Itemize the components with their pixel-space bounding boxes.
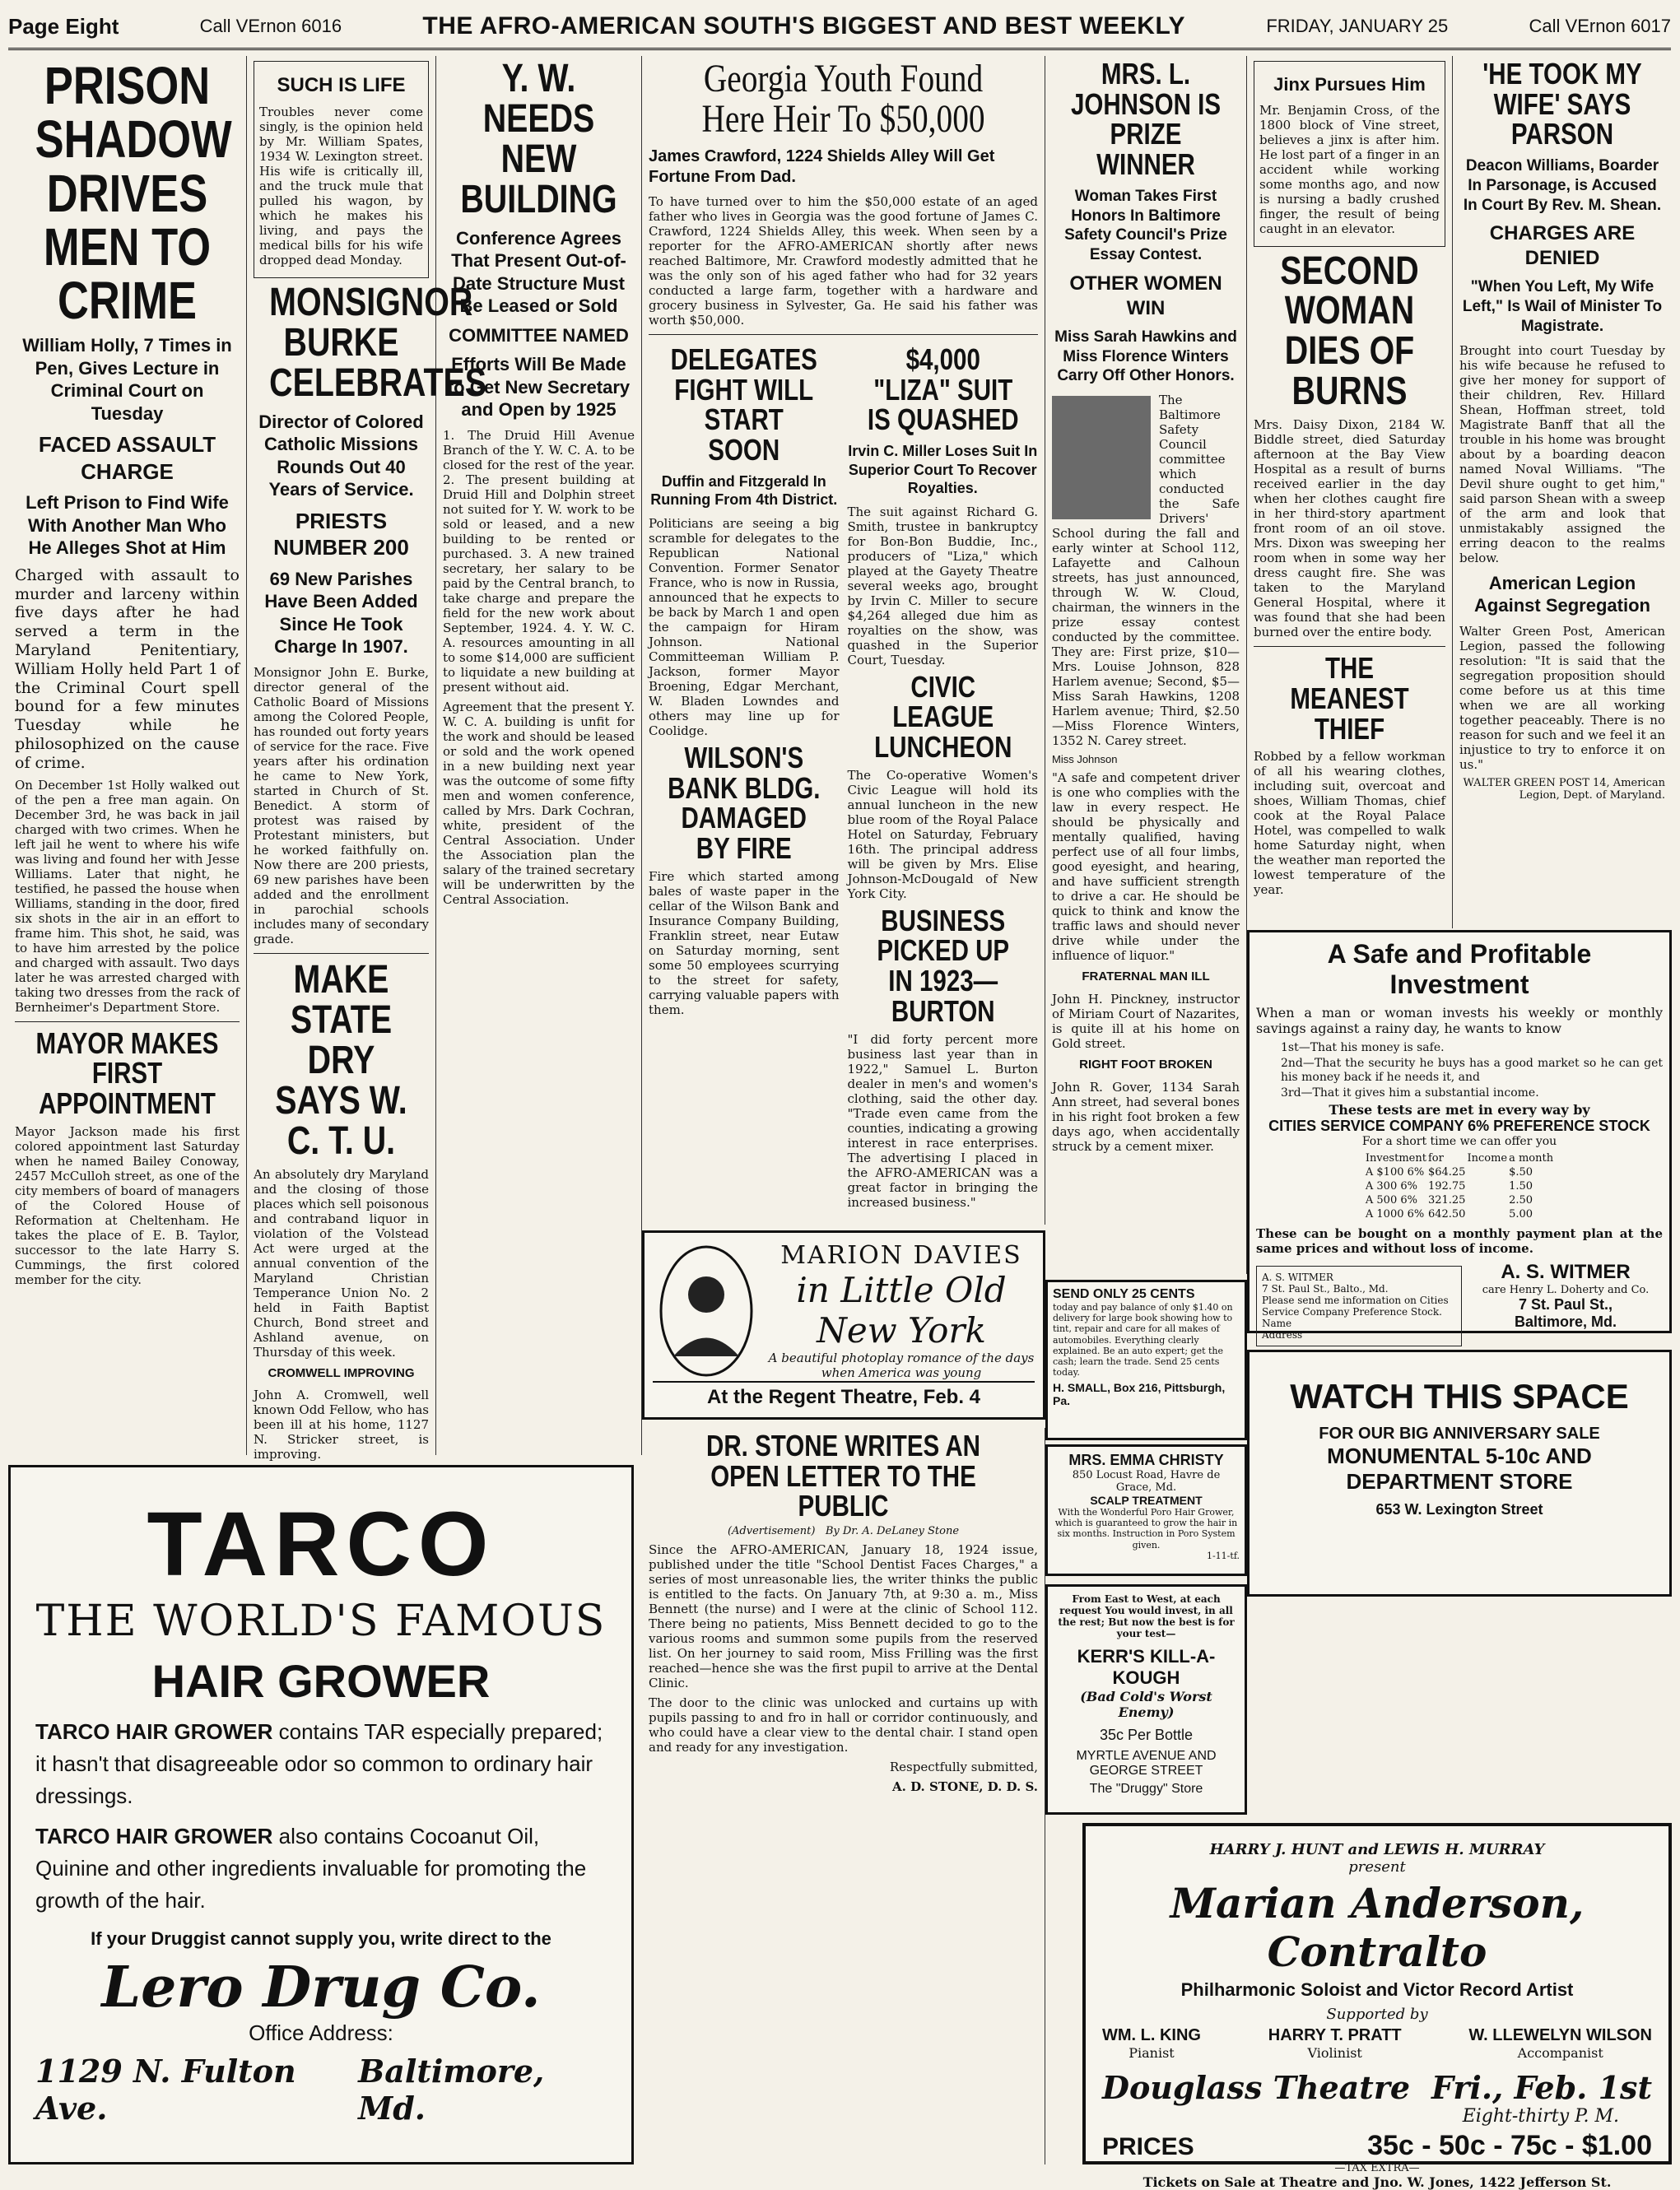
ad-marion-davies: [642, 1230, 1045, 1420]
fraternal-text: John H. Pinckney, instructor of Miriam Court of Nazarites, is quite ill at his home on Gold street.: [1052, 991, 1240, 1051]
tarco-p2-lead: TARCO HAIR GROWER: [35, 1824, 273, 1848]
stone-adv: (Advertisement): [727, 1525, 816, 1538]
article-dr-stone: [642, 1428, 1045, 2164]
yw-text: 1. The Druid Hill Avenue Branch of the Y. W. C. A. to be closed for the rest of the year. 2. The present building at Druid Hill and Dolphin street not suited for Y. W. work to be sold or leased, and a new building to be rented or purchased. 3. A new trained secretary, her salary to be paid by the Central branch, to take charge and prepare the field for the new work about September, 1924. 4. Y. W. C. A. resources amounting in all to some $14,000 are sufficient to liquidate a new building at present without aid.: [443, 427, 635, 695]
deck-director: Director of Colored Catholic Missions Rounds Out 40 Years of Service.: [258, 411, 424, 500]
kerr-top: From East to West, at each request You would invest, in all the rest; But now the best is for your test—: [1058, 1593, 1235, 1639]
ad-small-auto: [1045, 1280, 1247, 1440]
anderson-date: Fri., Feb. 1st: [1431, 2069, 1652, 2106]
deck-woman: Woman Takes First Honors In Baltimore Safety Council's Prize Essay Contest.: [1064, 187, 1227, 264]
watch-line2: MONUMENTAL 5-10c AND: [1327, 1444, 1592, 1468]
cell: A 1000 6%: [1365, 1207, 1425, 1221]
portrait-icon: [653, 1241, 760, 1381]
deck-efforts: Efforts Will Be Made to Get New Secretary and Open by 1925: [447, 354, 631, 421]
divider: [1254, 646, 1445, 647]
marion-top: [653, 1241, 1035, 1381]
stone-byline: [649, 1525, 1038, 1537]
headline-liza: $4,000 "LIZA" SUIT IS QUASHED: [867, 342, 1019, 437]
meanest-thief-text: Robbed by a fellow workman of all his wearing clothes, including suit, overcoat and shoes, William Thomas, chief cook at the Royal Palace Hotel, was compelled to walk home Saturday night, when the weather man reported the lowest temperature of the year.: [1254, 749, 1445, 898]
headline-monsignor: MONSIGNOR BURKE CELEBRATES: [269, 281, 487, 405]
anderson-prices-label: PRICES: [1102, 2133, 1194, 2160]
s3-role: Accompanist: [1517, 2045, 1603, 2061]
s3-name: W. LLEWELYN WILSON: [1468, 2026, 1652, 2044]
photo-caption: Miss Johnson: [1052, 753, 1118, 766]
s2-name: HARRY T. PRATT: [1268, 2026, 1402, 2044]
sub-foot: RIGHT FOOT BROKEN: [1079, 1057, 1212, 1072]
jinx-title: Jinx Pursues Him: [1273, 74, 1426, 95]
such-is-life-title: SUCH IS LIFE: [277, 74, 406, 96]
anderson-artist: Marian Anderson, Contralto: [1170, 1879, 1585, 1976]
cell: 321.25: [1427, 1193, 1466, 1207]
ad-kerr: [1045, 1584, 1247, 1815]
marion-desc: A beautiful photoplay romance of the days when America was young: [768, 1351, 1035, 1380]
watch-line1: FOR OUR BIG ANNIVERSARY SALE: [1319, 1425, 1600, 1443]
small-head: SEND ONLY 25 CENTS: [1053, 1287, 1195, 1301]
small-logo: H. SMALL, Box 216, Pittsburgh, Pa.: [1053, 1381, 1226, 1408]
divider: [649, 334, 1038, 335]
johnson-photo: [1052, 396, 1151, 519]
invest-point-2: 2nd—That the security he buys has a good market so he can get his money back if he needs it, and: [1281, 1057, 1663, 1084]
cell: A $100 6%: [1365, 1165, 1425, 1179]
anderson-tickets: Tickets on Sale at Theatre and Jno. W. Jones, 1422 Jefferson St.: [1142, 2174, 1612, 2190]
tarco-city: Baltimore, Md.: [358, 2053, 545, 2127]
tarco-p1-text: contains TAR especially prepared; it hasn't that disagreeable odor so common to ordinary hair dressings.: [35, 1719, 603, 1808]
article-text: On December 1st Holly walked out of the pen a free man again. On December 3rd, he was back in jail charged with two crimes. When he left jail he went to where his wife was living and found her with Jesse Williams. Later that night, he testified, he passed the house when Williams, standing in the door, fired six shots in the air in an effort to frame him. This shot, he said, was to have him arrested by the police and charged with assault. Two days later he was arrested charged with taking two dresses from the rack of Bernheimer's Department Store.: [15, 777, 240, 1015]
deck-assault: FACED ASSAULT CHARGE: [38, 432, 216, 484]
brand-addr: 7 St. Paul St.,: [1518, 1295, 1613, 1313]
delegates-text: Politicians are seeing a big scramble for delegates to the Republican National Convention. Former Senator France, who is now in Russia, announced that he expects to be back by March 1 and open the campaign for Hiram Johnson. National Committeeman William P. Jackson, former Mayor Broening, Edgar Merchant, W. Bladen Lowndes and others may line up for Coolidge.: [649, 515, 840, 738]
row-delegates-liza: [649, 342, 1038, 1215]
kerr-tag: (Bad Cold's Worst Enemy): [1080, 1689, 1212, 1720]
invest-table-head: [1365, 1151, 1554, 1165]
wilson-text: Fire which started among bales of waste paper in the cellar of the Wilson Bank and Insurance Company Building, Franklin street, near Eutaw on Saturday morning, sent some 50 employees scurrying to the street for safety, carrying valuable papers with them.: [649, 868, 840, 1017]
stone-signer: A. D. STONE, D. D. S.: [891, 1779, 1038, 1795]
headline-parson: 'HE TOOK MY WIFE' SAYS PARSON: [1482, 57, 1642, 151]
anderson-credit: Philharmonic Soloist and Victor Record Artist: [1180, 1979, 1574, 2000]
divider: [254, 953, 429, 954]
ad-tarco: [8, 1465, 634, 2164]
anderson-present: present: [1348, 1858, 1406, 1876]
deck-crawford: James Crawford, 1224 Shields Alley Will Get Fortune From Dad.: [649, 146, 995, 186]
table-row: [1365, 1193, 1554, 1207]
column-jinx: [1247, 56, 1453, 928]
ad-investment: [1247, 930, 1672, 1341]
invest-mid: These tests are met in every way by: [1329, 1101, 1590, 1118]
liza-text: The suit against Richard G. Smith, trustee in bankruptcy for Bon-Bon Buddie, Inc., producers of "Liza," which played at the Gayety Theatre several weeks ago, brought by Irvin C. Miller to secure $4,264 alleged due him as royalties on the show, was quashed in the Superior Court, Tuesday.: [847, 504, 1038, 667]
jinx-box: [1254, 61, 1445, 247]
second-woman-text: Mrs. Daisy Dixon, 2184 W. Biddle street, died Saturday afternoon at the Bay View Hospital as a result of burns received earlier in the day when her clothes caught fire in her third-story apartment front room of an oil stove. Mrs. Dixon was sweeping her room when in some way her dress caught fire. She was taken to the Maryland General Hospital, where it was found that she had been burned over the entire body.: [1254, 417, 1445, 640]
georgia-text: To have turned over to him the $50,000 estate of an aged father who lives in Georgia was the good fortune of James C. Crawford, 1224 Shields Alley, this week. When seen by a reporter for the AFRO-AMERICAN shortly after news reached Baltimore, Mr. Crawford modestly admitted that he was the only son of his aged father who had for 32 years conducted a large farm, together with a hardware and grocery business in Sylvester, Ga. He said his father was worth $50,000.: [649, 193, 1038, 328]
deck-duffin: Duffin and Fitzgerald In Running From 4th District.: [650, 472, 838, 509]
headline-meanest-thief: THE MEANEST THIEF: [1290, 651, 1409, 746]
sub-cromwell: CROMWELL IMPROVING: [268, 1365, 415, 1380]
deck-when-you-left: "When You Left, My Wife Left," Is Wail of Minister To Magistrate.: [1462, 278, 1663, 335]
cell: 192.75: [1427, 1179, 1466, 1193]
tarco-street: 1129 N. Fulton Ave.: [35, 2053, 296, 2127]
tarco-office: Office Address:: [249, 2020, 393, 2045]
marion-film-title: Little Old New York: [817, 1270, 1007, 1351]
legion-text: Walter Green Post, American Legion, passed the following resolution: "It is said that the segregation proposition should come before us at this time when we are all working together peaceably. There is no reason for such and we feel it an injustice to try to enforce it on us.": [1459, 623, 1665, 772]
anderson-prices: 35c - 50c - 75c - $1.00: [1367, 2130, 1652, 2161]
headline-prison-shadow: PRISON SHADOW DRIVES MEN TO CRIME: [35, 56, 232, 331]
invest-coupon[interactable]: [1256, 1266, 1462, 1346]
christy-text: With the Wonderful Poro Hair Grower, which is guaranteed to grow the hair in six months. Instruction in Poro System given.: [1054, 1507, 1238, 1551]
stone-text: Since the AFRO-AMERICAN, January 18, 1924 issue, published under the title "School Dentist Faces Charges," a series of most unreasonable lies, the writer thinks the public is entitled to the facts. On January 7th, at 9:30 a. m., Miss Bennett (the nurse) and I were at the clinic of School 112. There being no patients, Miss Bennett decided to go to the various rooms and summon some pupils from the reserved list. On her journey to said room, Miss Frilling was the first reached—hence she was the first pupil to arrive at the Dental Clinic.: [649, 1542, 1038, 1691]
watch-addr: 653 W. Lexington Street: [1375, 1501, 1543, 1518]
kerr-store: The "Druggy" Store: [1089, 1782, 1203, 1796]
headline-johnson: MRS. L. JOHNSON IS PRIZE WINNER: [1070, 57, 1222, 182]
tarco-druggist: If your Druggist cannot supply you, write direct to the: [91, 1928, 551, 1949]
coupon-field-address[interactable]: Address: [1262, 1328, 1303, 1341]
column-monsignor: [247, 56, 487, 1462]
th-income: Income: [1467, 1151, 1508, 1165]
cromwell-text: John A. Cromwell, well known Odd Fellow, who has been ill at his home, 1127 N. Stricker street, is improving.: [254, 1388, 429, 1462]
coupon-name: A. S. WITMER: [1262, 1271, 1333, 1283]
photo-block: [1052, 393, 1240, 765]
invest-note: These can be bought on a monthly payment plan at the same prices and without loss of income.: [1256, 1225, 1663, 1256]
anderson-support-row: [1102, 2026, 1652, 2061]
state-dry-text: An absolutely dry Maryland and the closing of those places which sell poisonous and contraband liquor in violation of the Volstead Act were urged at the annual convention of the Maryland Christian Temperance Union No. 2 held in Faith Baptist Church, Bond street and Ashland avenue, on Thursday of this week.: [254, 1166, 429, 1360]
coupon-addr: 7 St. Paul St., Balto., Md.: [1262, 1282, 1389, 1295]
marion-star: MARION DAVIES: [780, 1241, 1022, 1270]
call-left: Call VErnon 6016: [199, 16, 342, 36]
invest-company: CITIES SERVICE COMPANY 6% PREFERENCE STOCK: [1268, 1117, 1650, 1134]
tarco-address: [35, 2053, 607, 2127]
page-number: Page Eight: [8, 13, 119, 39]
stone-sign: Respectfully submitted,: [889, 1760, 1038, 1775]
invest-point-1: 1st—That his money is safe.: [1281, 1041, 1445, 1055]
such-is-life-box: [254, 61, 429, 278]
support-1: [1102, 2026, 1201, 2061]
deck-committee: COMMITTEE NAMED: [449, 324, 629, 346]
masthead-date: FRIDAY, JANUARY 25: [1266, 16, 1449, 36]
column-johnson: [1045, 56, 1247, 1274]
marion-text: [768, 1241, 1035, 1381]
headline-mayor: MAYOR MAKES FIRST APPOINTMENT: [35, 1025, 219, 1121]
marion-venue: At the Regent Theatre, Feb. 4: [653, 1381, 1035, 1409]
ad-watch-space: [1247, 1350, 1672, 1597]
masthead-title: THE AFRO-AMERICAN SOUTH'S BIGGEST AND BEST WEEKLY: [422, 12, 1186, 40]
table-row: [1365, 1207, 1554, 1221]
civic-text: The Co-operative Women's Civic League will hold its annual luncheon in the new blue room of the Royal Palace Hotel on Saturday, February 16th. The principal address will be given by Mrs. Elise Johnson-McDougald of New York City.: [847, 767, 1038, 901]
th-for: for: [1427, 1151, 1444, 1165]
christy-addr: 850 Locust Road, Havre de Grace, Md.: [1072, 1469, 1221, 1494]
jinx-text: Mr. Benjamin Cross, of the 1800 block of Vine street, believes a jinx is after him. He lost part of a finger in an accident while working some months ago, and now is nursing a badly crushed finger, the result of being caught in an elevator.: [1259, 102, 1440, 236]
deck-left-prison: Left Prison to Find Wife With Another Man Who He Alleges Shot at Him: [26, 492, 229, 559]
christy-service: SCALP TREATMENT: [1090, 1494, 1203, 1507]
deck-other-women: OTHER WOMEN WIN: [1069, 272, 1222, 319]
headline-legion: American Legion Against Segregation: [1474, 572, 1650, 616]
invest-offer: For a short time we can offer you: [1361, 1134, 1557, 1148]
johnson-text-2: "A safe and competent driver is one who complies with the law in every respect. He should be physically and mentally qualified, having perfect use of all four limbs, good eyesight, and hearing, and have sufficient strength to drive a car. He should be quick to think and know the traffic laws and should never drive while under the influence of liquor.": [1052, 770, 1240, 964]
anderson-venue-row: [1102, 2069, 1652, 2106]
deck-charges: CHARGES ARE DENIED: [1489, 222, 1636, 270]
column-prison-shadow: [8, 56, 247, 1455]
support-2: [1268, 2026, 1402, 2061]
christy-date: 1-11-tf.: [1206, 1550, 1240, 1561]
tarco-p2-text: also contains Cocoanut Oil, Quinine and other ingredients invaluable for promoting the growth of the hair.: [35, 1824, 587, 1913]
block-delegates: [649, 342, 840, 1215]
brand-care: care Henry L. Doherty and Co.: [1482, 1283, 1650, 1296]
cell: $64.25: [1427, 1165, 1466, 1179]
anderson-supported: Supported by: [1326, 2006, 1428, 2023]
coupon-text: Please send me information on Cities Service Company Preference Stock.: [1262, 1294, 1449, 1318]
kerr-brand: KERR'S KILL-A-KOUGH: [1077, 1646, 1216, 1688]
cell: A 500 6%: [1365, 1193, 1417, 1207]
headline-state-dry: MAKE STATE DRY SAYS W. C. T. U.: [275, 957, 407, 1163]
cell: 1.50: [1509, 1179, 1533, 1193]
s1-role: Pianist: [1129, 2045, 1175, 2061]
such-is-life-text: Troubles never come singly, is the opinion held by Mr. William Spates, 1934 W. Lexington street. His wife is critically ill, and the truck mule that pulled his wagon, by which he makes his living, and pays the medical bills for his wife dropped dead Monday.: [259, 105, 423, 267]
headline-business: BUSINESS PICKED UP IN 1923—BURTON: [876, 903, 1009, 1028]
th-month: a month: [1509, 1151, 1554, 1165]
cell: $.50: [1509, 1165, 1533, 1179]
support-3: [1468, 2026, 1652, 2061]
block-liza: [848, 342, 1039, 1215]
mayor-text: Mayor Jackson made his first colored appointment last Saturday when he named Bailey Conoway, 2457 McCulloh street, as one of the city members of board of managers of the Colored House of Reformation at Cheltenham. He takes the place of E. B. Taylor, successor to the late Harry S. Cummings, the first colored member for the city.: [15, 1123, 240, 1287]
invest-bottom: [1256, 1261, 1663, 1351]
anderson-venue: Douglass Theatre: [1102, 2069, 1411, 2106]
deck-hawkins: Miss Sarah Hawkins and Miss Florence Winters Carry Off Other Honors.: [1054, 328, 1237, 385]
headline-georgia: Georgia Youth Found Here Heir To $50,000: [701, 57, 985, 141]
christy-name: MRS. EMMA CHRISTY: [1068, 1452, 1224, 1468]
coupon-field-name[interactable]: Name: [1262, 1317, 1292, 1329]
monsignor-text: Monsignor John E. Burke, director general of the Catholic Board of Missions among the Colored People, has rounded out forty years of service for the race. Five years after his ordination he came to New York, started in Church of St. Benedict. A storm of protest was raised by Protestant ministers, but he worked faithfully on. Now there are 200 priests, 69 new parishes have been added and the enrollment in parochial schools includes many of secondary grade.: [254, 664, 429, 946]
kerr-loc1: MYRTLE AVENUE AND: [1076, 1749, 1217, 1763]
invest-point-3: 3rd—That it gives him a substantial income.: [1281, 1086, 1539, 1100]
brand-name: A. S. WITMER: [1501, 1260, 1631, 1283]
anderson-prices-row: [1102, 2130, 1652, 2162]
stone-author: By Dr. A. DeLaney Stone: [825, 1525, 960, 1538]
stone-text-2: The door to the clinic was unlocked and curtains up with pupils passing to and fro in hall or corridor continuously, and who could have a clear view to the dental chair. I stand open and ready for any investigation.: [649, 1695, 1038, 1755]
invest-title: A Safe and Profitable Investment: [1327, 939, 1592, 999]
legion-signature: WALTER GREEN POST 14, American Legion, Dept. of Maryland.: [1463, 776, 1665, 802]
headline-wilson: WILSON'S BANK BLDG. DAMAGED BY FIRE: [668, 740, 821, 865]
watch-title: WATCH THIS SPACE: [1290, 1377, 1629, 1416]
headline-yw: Y. W. NEEDS NEW BUILDING: [460, 57, 617, 221]
deck-priests: PRIESTS NUMBER 200: [273, 508, 409, 560]
cell: 2.50: [1509, 1193, 1533, 1207]
parson-text: Brought into court Tuesday by his wife because he refused to give her money for support of their children, Rev. Hillard Shean, Hoffman street, told Magistrate Banff that all the trouble in his home was brought about by a boarding deacon named Noval Williams. "The Devil shure ought to get him," said parson Shean with a sweep of the arm and look that unmistakably assigned the erring deacon to the realms below.: [1459, 342, 1665, 565]
deck-miller: Irvin C. Miller Loses Suit In Superior Court To Recover Royalties.: [848, 443, 1038, 497]
marion-in: in: [796, 1270, 830, 1310]
foot-text: John R. Gover, 1134 Sarah Ann street, had several bones in his right foot broken a few days ago, when accidentally struck by a cement mixer.: [1052, 1079, 1240, 1154]
masthead: [8, 5, 1671, 50]
tarco-company: Lero Drug Co.: [101, 1955, 541, 2020]
lead-paragraph: Charged with assault to murder and larceny within five days after he had served a term in the Maryland Penitentiary, William Holly held Part 1 of the Criminal Court spell bound for a few minutes Tuesday while he philosophized on the cause of crime.: [15, 565, 240, 772]
deck-deacon: Deacon Williams, Boarder In Parsonage, is Accused In Court By Rev. M. Shean.: [1463, 157, 1662, 214]
johnson-text: The Baltimore Safety Council committee which conducted the Safe Drivers' School during the fall and early winter at School 112, Lafayette and Calhoun streets, has just announced, through W. W. Cloud, chairman, the winners in the prize essay contest conducted by the committee. They are: First prize, $10—Mrs. Louise Johnson, 828 Harlem avenue; Second, $5—Miss Sarah Hawkins, 1208 Harlem avenue; Third, $2.50—Miss Florence Winters, 1352 N. Carey street.: [1052, 393, 1240, 749]
tarco-product: HAIR GROWER: [151, 1655, 491, 1707]
kerr-loc2: GEORGE STREET: [1089, 1764, 1203, 1778]
divider: [15, 1021, 240, 1022]
invest-table: [1365, 1151, 1554, 1221]
deck-conference: Conference Agrees That Present Out-of-Date Structure Must Be Leased or Sold: [451, 227, 626, 317]
kerr-price: 35c Per Bottle: [1099, 1727, 1194, 1743]
yw-text-2: Agreement that the present Y. W. C. A. building is unfit for the work and should be leased or sold and the work opened in a new building next year was the outcome of some fifty men and women conference, called by Mrs. Dark Cochran, white, president of the Central Association. Under the Association plan the salary of the trained secretary will be underwritten by the Central Association.: [443, 699, 635, 907]
headline-stone: DR. STONE WRITES AN OPEN LETTER TO THE PUBLIC: [706, 1429, 980, 1523]
deck-parishes: 69 New Parishes Have Been Added Since He Took Charge In 1907.: [264, 568, 418, 658]
tarco-p2: [35, 1820, 607, 1917]
watch-line3: DEPARTMENT STORE: [1346, 1469, 1573, 1494]
cell: 642.50: [1427, 1207, 1466, 1221]
headline-delegates: DELEGATES FIGHT WILL START SOON: [670, 342, 817, 467]
anderson-time: Eight-thirty P. M.: [1462, 2106, 1619, 2127]
small-text: today and pay balance of only $1.40 on delivery for large book showing how to tint, repair and care for all makes of automobiles. Everything clearly explained. Be an auto expert; get the cash; learn the trade. Send 25 cents today.: [1053, 1302, 1233, 1379]
deck-holly: William Holly, 7 Times in Pen, Gives Lecture in Criminal Court on Tuesday: [22, 335, 232, 424]
anderson-presenters: HARRY J. HUNT and LEWIS H. MURRAY: [1209, 1841, 1545, 1858]
tarco-brand: TARCO: [147, 1494, 496, 1595]
headline-second-woman: SECOND WOMAN DIES OF BURNS: [1280, 249, 1419, 414]
table-row: [1365, 1165, 1554, 1179]
tarco-p1: [35, 1716, 607, 1812]
ad-marian-anderson: [1082, 1823, 1672, 2190]
invest-intro: When a man or woman invests his weekly or monthly savings against a rainy day, he wants to know: [1256, 1005, 1663, 1037]
column-georgia: [642, 56, 1045, 1225]
anderson-tax: —TAX EXTRA—: [1334, 2162, 1420, 2174]
column-yw: [436, 56, 642, 1455]
ad-christy: [1045, 1444, 1247, 1576]
brand-city: Baltimore, Md.: [1514, 1313, 1617, 1330]
tarco-tag: THE WORLD'S FAMOUS: [35, 1597, 607, 1646]
s2-role: Violinist: [1307, 2045, 1362, 2061]
table-row: [1365, 1179, 1554, 1193]
cell: A 300 6%: [1365, 1179, 1417, 1193]
sub-fraternal: FRATERNAL MAN ILL: [1082, 969, 1210, 984]
s1-name: WM. L. KING: [1102, 2026, 1201, 2044]
headline-civic: CIVIC LEAGUE LUNCHEON: [873, 669, 1012, 764]
call-right: Call VErnon 6017: [1529, 16, 1671, 36]
column-parson: [1453, 56, 1672, 928]
marion-film: [768, 1270, 1035, 1351]
th-investment: Investment: [1365, 1151, 1426, 1165]
invest-brand: [1468, 1261, 1663, 1351]
business-text: "I did forty percent more business last year than in 1922," Samuel L. Burton dealer in men's and women's clothing, said the other day. "Trade even came from the counties, indicating a growing interest in race enterprises. The advertising I placed in the AFRO-AMERICAN was a great factor in bringing the increased business.": [847, 1031, 1038, 1210]
cell: 5.00: [1509, 1207, 1533, 1221]
tarco-p1-lead: TARCO HAIR GROWER: [35, 1719, 273, 1744]
